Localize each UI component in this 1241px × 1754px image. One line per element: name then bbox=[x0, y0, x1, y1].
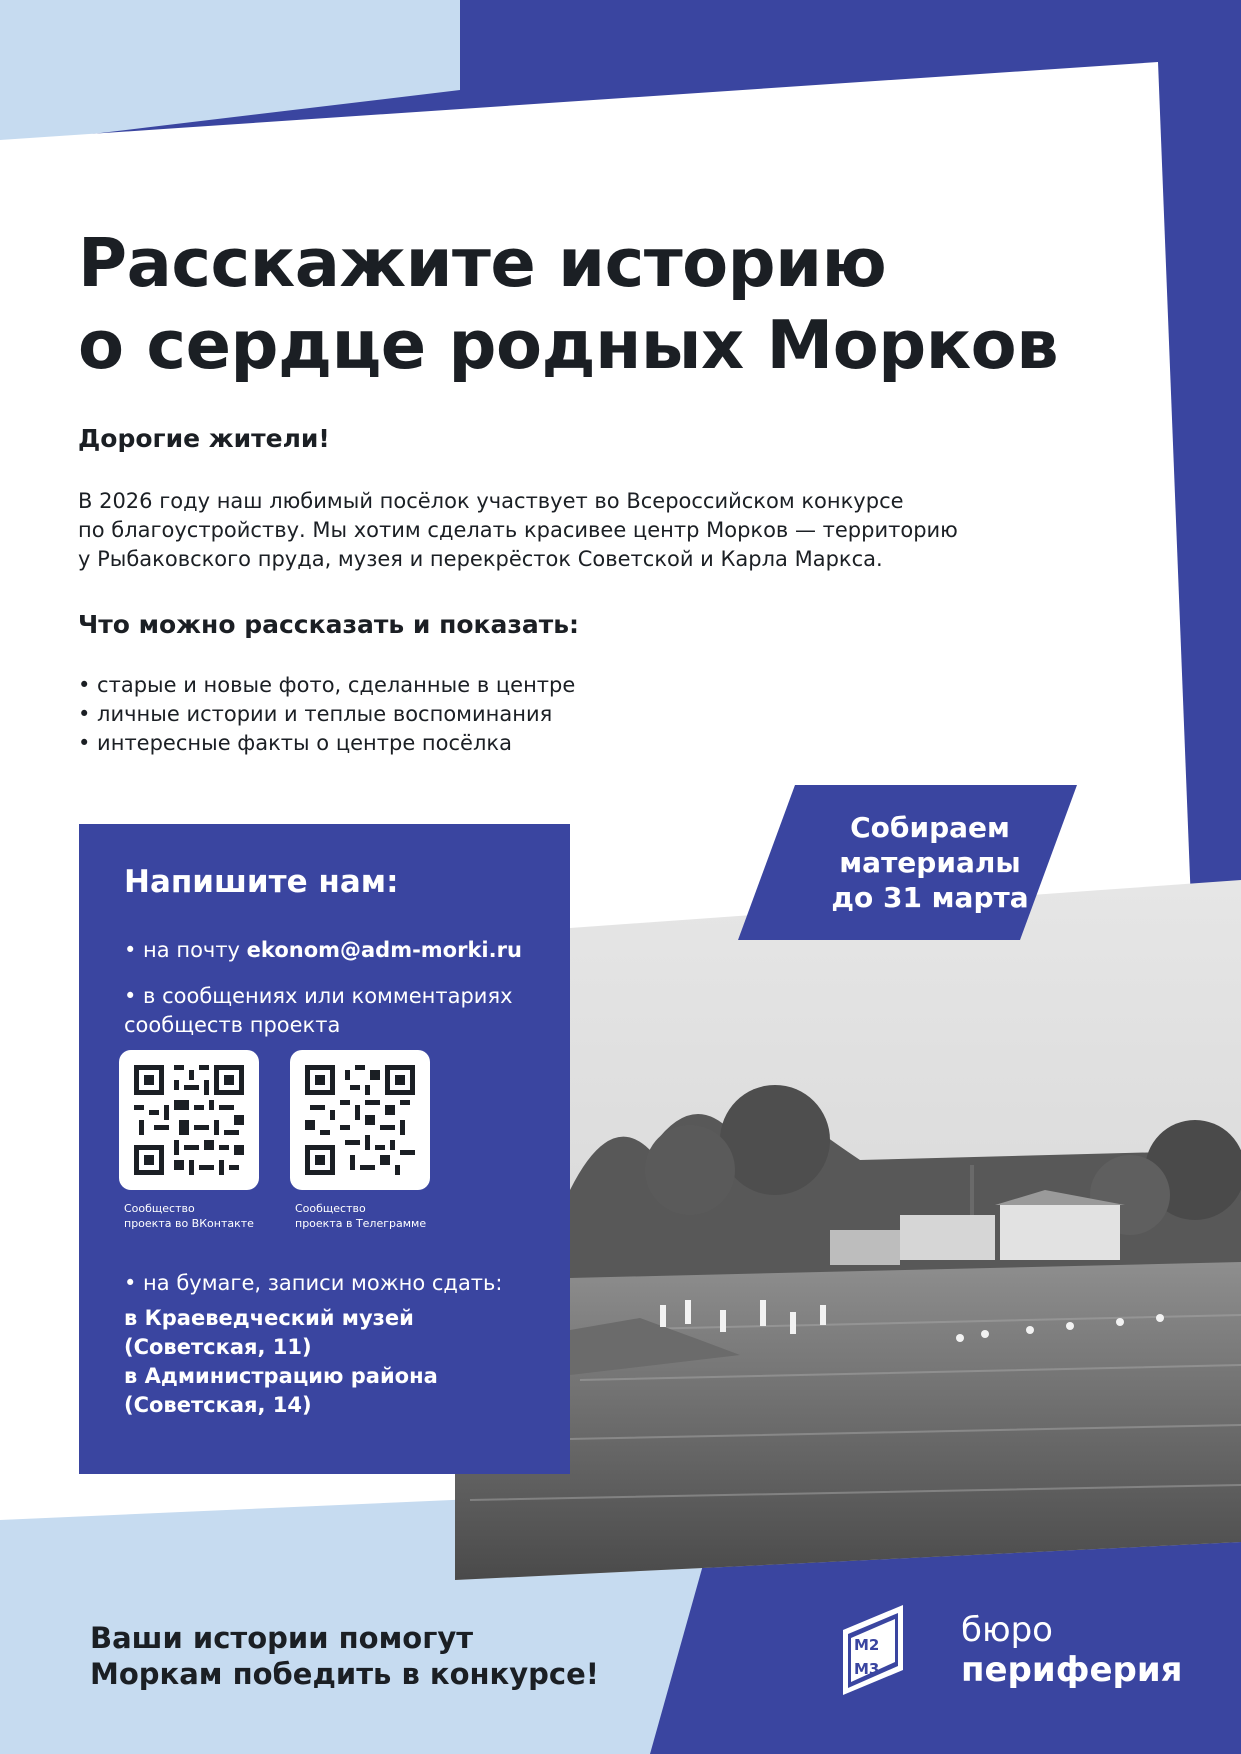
topic-item: • старые и новые фото, сделанные в центре bbox=[78, 673, 576, 697]
intro-line-1: В 2026 году наш любимый посёлок участвует во Всероссийском конкурсе bbox=[78, 489, 904, 513]
topic-item: • интересные факты о центре посёлка bbox=[78, 731, 512, 755]
messages-line-1: • в сообщениях или комментариях bbox=[124, 984, 513, 1008]
qr-tg-caption-line-2: проекта в Телеграмме bbox=[295, 1217, 427, 1230]
footer-line-1: Ваши истории помогут bbox=[90, 1621, 474, 1655]
contact-messages-line bbox=[124, 982, 513, 1040]
qr-vk-caption-line-2: проекта во ВКонтакте bbox=[124, 1217, 254, 1230]
logo-line-2: периферия bbox=[961, 1650, 1183, 1690]
qr-vk-caption-line-1: Сообщество bbox=[124, 1202, 195, 1215]
deadline-line-2: материалы bbox=[839, 846, 1021, 879]
address-line-4: (Советская, 14) bbox=[124, 1393, 312, 1417]
qr-vk-caption bbox=[124, 1201, 284, 1231]
address-line-2: (Советская, 11) bbox=[124, 1335, 312, 1359]
greeting: Дорогие жители! bbox=[78, 424, 330, 453]
footer-line-2: Моркам победить в конкурсе! bbox=[90, 1657, 599, 1691]
logo-mark-top: М2 bbox=[854, 1636, 880, 1654]
qr-telegram-caption bbox=[295, 1201, 455, 1231]
intro-paragraph bbox=[78, 487, 1038, 574]
address-line-3: в Администрацию района bbox=[124, 1364, 438, 1388]
intro-line-3: у Рыбаковского пруда, музея и перекрёсток Советской и Карла Маркса. bbox=[78, 547, 883, 571]
title-line-2: о сердце родных Морков bbox=[78, 306, 1059, 384]
address-line-1: в Краеведческий музей bbox=[124, 1306, 414, 1330]
topic-item: • личные истории и теплые воспоминания bbox=[78, 702, 553, 726]
contact-email-line bbox=[124, 936, 522, 965]
poster-title bbox=[78, 222, 1058, 386]
email-link[interactable]: ekonom@adm-morki.ru bbox=[246, 938, 522, 962]
contact-box bbox=[79, 824, 570, 1474]
deadline-line-3: до 31 марта bbox=[831, 881, 1029, 914]
qr-code-icon bbox=[305, 1065, 415, 1175]
logo-line-1: бюро bbox=[961, 1610, 1053, 1650]
topics-heading: Что можно рассказать и показать: bbox=[78, 610, 580, 639]
qr-code-vk[interactable] bbox=[119, 1050, 259, 1190]
qr-code-telegram[interactable] bbox=[290, 1050, 430, 1190]
topics-list bbox=[78, 671, 575, 758]
title-line-1: Расскажите историю bbox=[78, 224, 887, 302]
deadline-badge bbox=[740, 785, 1120, 940]
contact-paper-line: • на бумаге, записи можно сдать: bbox=[124, 1271, 503, 1295]
messages-line-2: сообществ проекта bbox=[124, 1013, 341, 1037]
logo-mark-bottom: М3 bbox=[854, 1660, 880, 1678]
deadline-line-1: Собираем bbox=[850, 811, 1010, 844]
qr-code-icon bbox=[134, 1065, 244, 1175]
email-prefix: • на почту bbox=[124, 938, 247, 962]
bureau-logo-text bbox=[961, 1610, 1183, 1690]
bureau-logo-icon bbox=[838, 1600, 908, 1700]
footer-slogan bbox=[90, 1620, 599, 1692]
contact-title: Напишите нам: bbox=[124, 864, 399, 900]
qr-tg-caption-line-1: Сообщество bbox=[295, 1202, 366, 1215]
intro-line-2: по благоустройству. Мы хотим сделать красивее центр Морков — территорию bbox=[78, 518, 958, 542]
pond-photo bbox=[455, 880, 1241, 1580]
drop-off-addresses bbox=[124, 1304, 438, 1420]
